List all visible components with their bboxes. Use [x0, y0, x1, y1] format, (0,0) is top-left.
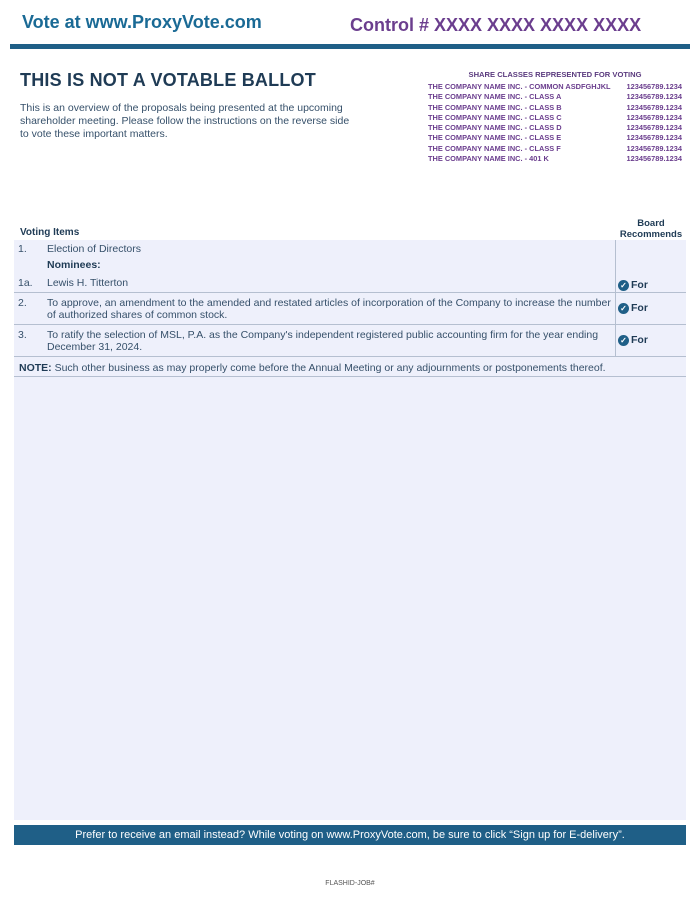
share-class-row [428, 123, 682, 133]
item-number: 2. [18, 297, 27, 309]
note-label: NOTE: [19, 362, 52, 374]
share-class-name: THE COMPANY NAME INC. - CLASS D [428, 123, 562, 133]
voting-panel [14, 240, 686, 820]
voting-items-header: Voting Items [20, 227, 80, 238]
check-circle-icon: ✓ [618, 335, 629, 346]
row-divider [14, 324, 686, 325]
share-class-row [428, 144, 682, 154]
share-class-row [428, 133, 682, 143]
nominees-label: Nominees: [47, 259, 101, 271]
share-classes [428, 70, 682, 164]
column-divider [615, 240, 616, 357]
row-divider [14, 356, 686, 357]
share-class-number: 123456789.1234 [626, 82, 682, 91]
share-class-name: THE COMPANY NAME INC. - 401 K [428, 154, 549, 164]
share-class-row [428, 103, 682, 113]
row-divider [14, 376, 686, 377]
item-number: 1a. [18, 277, 33, 289]
share-class-number: 123456789.1234 [626, 92, 682, 102]
board-recommends-header [614, 218, 688, 240]
board-recommendation [618, 302, 648, 314]
note-text [19, 362, 679, 374]
share-class-name: THE COMPANY NAME INC. - COMMON ASDFGHJKL [428, 82, 611, 91]
page-title: THIS IS NOT A VOTABLE BALLOT [20, 70, 316, 90]
item-number: 1. [18, 243, 27, 255]
share-class-name: THE COMPANY NAME INC. - CLASS B [428, 102, 562, 112]
item-text: Election of Directors [47, 243, 141, 255]
item-number: 3. [18, 329, 27, 341]
share-class-number: 123456789.1234 [626, 102, 682, 112]
share-class-row [428, 113, 682, 123]
control-number: Control # XXXX XXXX XXXX XXXX [350, 15, 642, 35]
board-recommendation [618, 279, 648, 291]
header-rule [10, 44, 690, 49]
check-circle-icon: ✓ [618, 280, 629, 291]
board-header-line2: Recommends [619, 229, 683, 240]
share-class-name: THE COMPANY NAME INC. - CLASS A [428, 92, 562, 102]
share-class-name: THE COMPANY NAME INC. - CLASS F [428, 143, 561, 153]
share-class-name: THE COMPANY NAME INC. - CLASS E [428, 133, 562, 143]
item-text: Lewis H. Titterton [47, 277, 129, 289]
share-class-name: THE COMPANY NAME INC. - CLASS C [428, 112, 562, 122]
recommendation-value: For [631, 302, 648, 314]
recommendation-value: For [631, 279, 648, 291]
flash-id: FLASHID-JOB# [325, 880, 375, 887]
board-header-line1: Board [637, 218, 665, 229]
share-class-number: 123456789.1234 [626, 143, 682, 153]
note-body: Such other business as may properly come before the Annual Meeting or any adjournments or postponements thereof. [51, 362, 606, 374]
share-class-row [428, 82, 682, 92]
intro-text: This is an overview of the proposals being presented at the upcoming shareholder meeting. Please follow the instructions on the reverse side to vote these important matters. [20, 102, 350, 140]
row-divider [14, 292, 686, 293]
item-text: To ratify the selection of MSL, P.A. as the Company's independent registered public accounting firm for the year ending December 31, 2024. [47, 329, 599, 353]
share-class-number: 123456789.1234 [626, 133, 682, 143]
vote-site-heading: Vote at www.ProxyVote.com [22, 12, 262, 32]
share-class-row [428, 154, 682, 164]
recommendation-value: For [631, 334, 648, 346]
edelivery-banner: Prefer to receive an email instead? While voting on www.ProxyVote.com, be sure to click “Sign up for E-delivery”. [14, 825, 686, 845]
share-class-number: 123456789.1234 [626, 154, 682, 164]
item-text: To approve, an amendment to the amended and restated articles of incorporation of the Company to increase the number of authorized shares of common stock. [47, 297, 611, 321]
share-class-number: 123456789.1234 [626, 123, 682, 133]
board-recommendation [618, 334, 648, 346]
share-classes-title: SHARE CLASSES REPRESENTED FOR VOTING [468, 70, 642, 79]
check-circle-icon: ✓ [618, 303, 629, 314]
share-class-number: 123456789.1234 [626, 112, 682, 122]
share-class-row [428, 92, 682, 102]
